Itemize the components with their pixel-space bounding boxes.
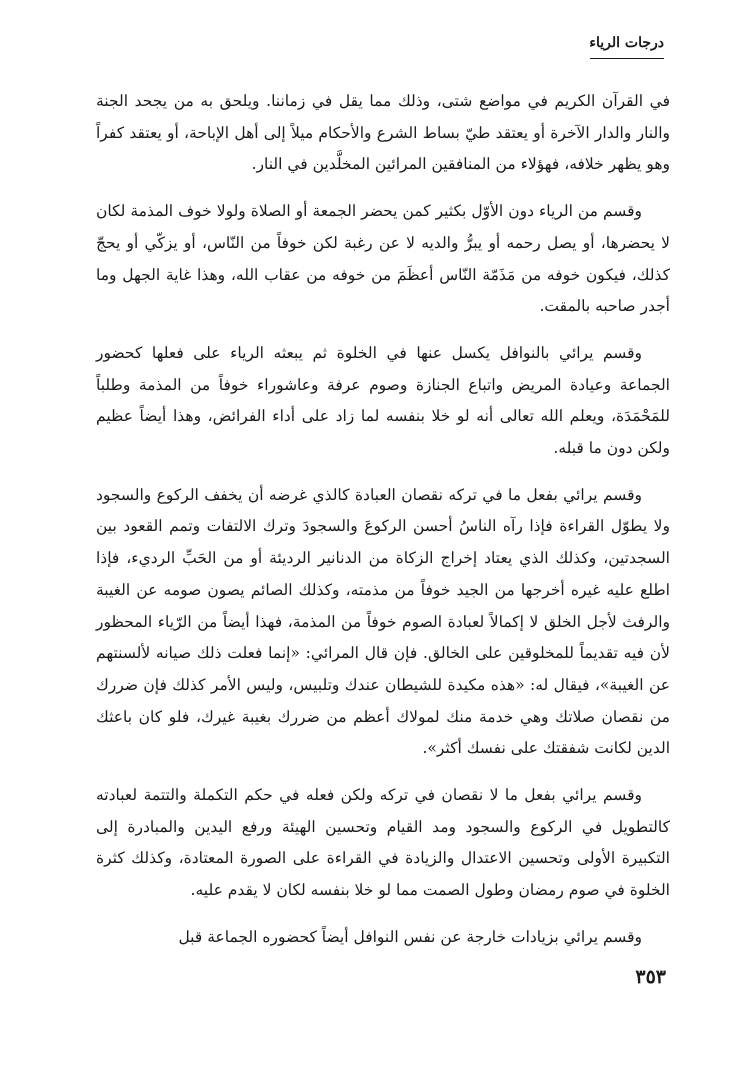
paragraph: وقسم يرائي بالنوافل يكسل عنها في الخلوة ثم يبعثه الرياء على فعلها كحضور الجماعة وعيادة المريض واتباع الجنازة وصوم عرفة وعاشوراء خوفاً من المذمة وطلباً للمَحْمَدَة، ويعلم الله تعالى أنه لو خلا بنفسه لما زاد على أداء الفرائض، وهذا أيضاً عظيم ولكن دون ما قبله. xyxy=(96,343,670,458)
page-number: ٣٥٣ xyxy=(635,966,666,988)
paragraph: في القرآن الكريم في مواضع شتى، وذلك مما يقل في زماننا. ويلحق به من يجحد الجنة والنار والدار الآخرة أو يعتقد طيّ بساط الشرع والأحكام ميلاً إلى أهل الإباحة، أو يعتقد كفراً وهو يظهر خلافه، فهؤلاء من المنافقين المرائين المخلَّدين في النار. xyxy=(96,92,670,174)
paragraph: وقسم يرائي بزيادات خارجة عن نفس النوافل أيضاً كحضوره الجماعة قبل xyxy=(178,927,642,946)
paragraph: وقسم يرائي بفعل ما لا نقصان في تركه ولكن فعله في حكم التكملة والتتمة لعبادته كالتطويل في الركوع والسجود ومد القيام وتحسين الهيئة ورفع اليدين والمبادرة إلى التكبيرة الأولى وتحسين الاعتدال والزيادة في القراءة على الصورة المعتادة، وكذلك كثرة الخلوة في صوم رمضان وطول الصمت مما لو خلا بنفسه لكان لا يقدم عليه. xyxy=(96,786,670,900)
header-rule xyxy=(590,58,664,59)
body-text xyxy=(96,86,670,969)
running-header: درجات الرياء xyxy=(589,35,664,51)
paragraph: وقسم من الرياء دون الأوّل بكثير كمن يحضر الجمعة أو الصلاة ولولا خوف المذمة لكان لا يحضرها، أو يصل رحمه أو يبرُّ والديه لا عن رغبة لكن خوفاً من النّاس، أو يزكّي أو يحجّ كذلك، فيكون خوفه من مَذَمّة النّاس أعظَمَ من خوفه من عقاب الله، وهذا غاية الجهل وما أجدر صاحبه بالمقت. xyxy=(96,202,670,316)
paragraph: وقسم يرائي بفعل ما في تركه نقصان العبادة كالذي غرضه أن يخفف الركوع والسجود ولا يطوّل القراءة فإذا رآه الناسُ أحسن الركوعَ والسجودَ وترك الالتفات وتمم القعود بين السجدتين، وكذلك الذي يعتاد إخراج الزكاة من الدنانير الرديئة أو من الحَبِّ الرديء، فإذا اطلع عليه غيره أخرجها من الجيد خوفاً من مذمته، وكذلك الصائم يصون صومه عن الغيبة والرفث لأجل الخلق لا إكمالاً لعبادة الصوم خوفاً من المذمة، فهذا أيضاً من الرّياء المحظور لأن فيه تقديماً للمخلوقين على الخالق. فإن قال المرائي: «إنما فعلت ذلك صيانه لألسنتهم عن الغيبة»، فيقال له: «هذه مكيدة للشيطان عندك وتلبيس، وليس الأمر كذلك فإن ضررك من نقصان صلاتك وهي خدمة منك لمولاك أعظم من ضررك بغيبة غيرك، فلو كان باعثك الدين لكانت شفقتك على نفسك أكثر». xyxy=(96,485,670,758)
